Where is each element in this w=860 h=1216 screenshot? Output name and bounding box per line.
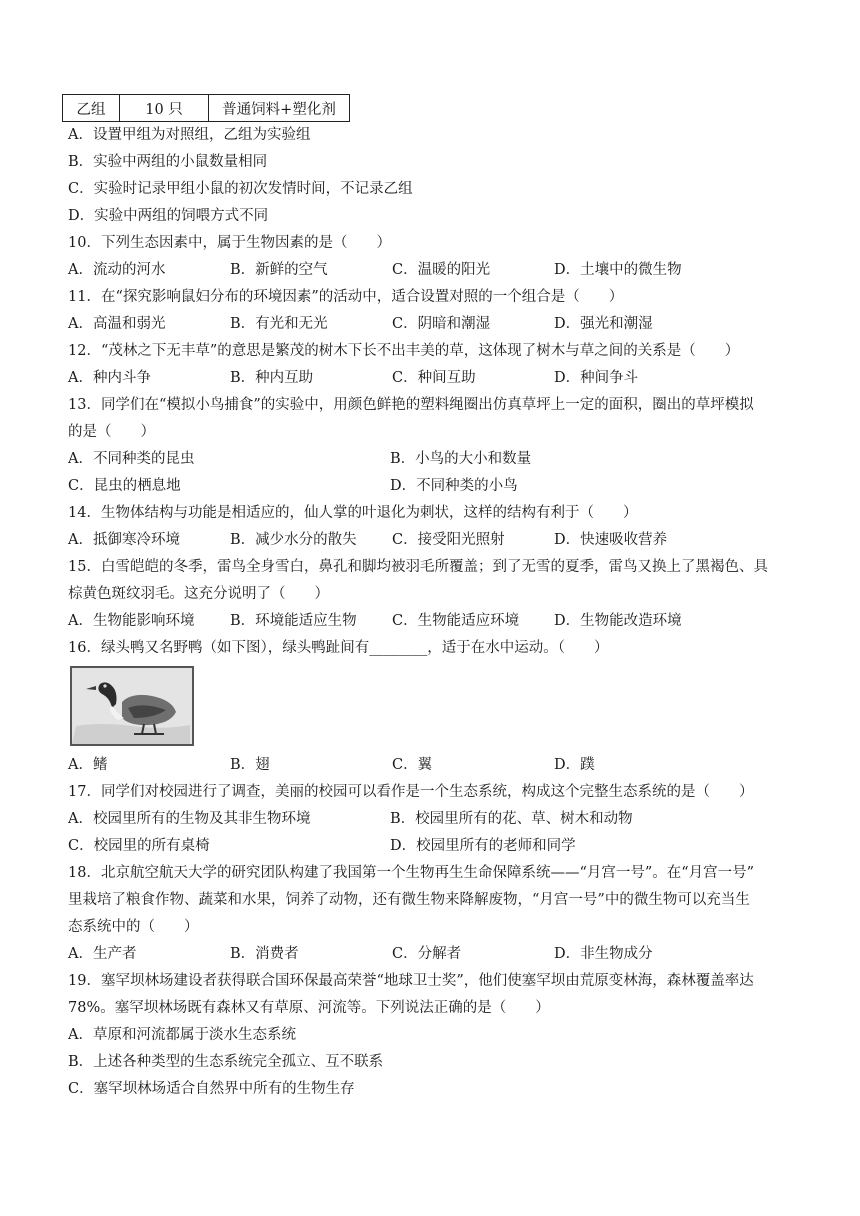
option-b: B．翅 (230, 757, 270, 773)
option-a: A．生物能影响环境 (68, 613, 195, 629)
option-d: D．强光和潮湿 (554, 316, 653, 332)
question-stem-line1: 19．塞罕坝林场建设者获得联合国环保最高荣誉“地球卫士奖”，他们使塞罕坝由荒原变林海，森林覆盖率达 (68, 973, 754, 989)
q9-option-d: D．实验中两组的饲喂方式不同 (68, 208, 269, 224)
option-c: C．校园里的所有桌椅 (68, 838, 210, 854)
option-d: D．不同种类的小鸟 (390, 478, 518, 494)
option-a: A．高温和弱光 (68, 316, 166, 332)
option-a: A．草原和河流都属于淡水生态系统 (68, 1027, 296, 1043)
question-stem-line2: 的是（ ） (68, 424, 155, 440)
worksheet-page (68, 94, 798, 1103)
option-b: B．新鲜的空气 (230, 262, 328, 278)
options-row (68, 473, 798, 500)
option-a: A．流动的河水 (68, 262, 166, 278)
question-stem: 16．绿头鸭又名野鸭（如下图），绿头鸭趾间有________，适于在水中运动。（ ） (68, 640, 609, 656)
option-b: B．种内互助 (230, 370, 314, 386)
question-stem: 10．下列生态因素中，属于生物因素的是（ ） (68, 235, 391, 251)
options-row (68, 365, 798, 392)
question-10 (68, 230, 798, 284)
experiment-table (62, 94, 350, 122)
question-13 (68, 392, 798, 500)
option-c: C．翼 (392, 757, 433, 773)
option-a: A．抵御寒冷环境 (68, 532, 180, 548)
option-c: C．分解者 (392, 946, 462, 962)
q9-options (68, 122, 798, 230)
option-a: A．种内斗争 (68, 370, 151, 386)
question-16 (68, 635, 798, 779)
option-d: D．生物能改造环境 (554, 613, 682, 629)
question-18 (68, 860, 798, 968)
option-c: C．阴暗和潮湿 (392, 316, 491, 332)
table-cell-count: 10 只 (120, 95, 209, 122)
option-d: D．非生物成分 (554, 946, 653, 962)
question-15 (68, 554, 798, 635)
options-row (68, 833, 798, 860)
options-row (68, 752, 798, 779)
option-d: D．校园里所有的老师和同学 (390, 838, 576, 854)
options-row (68, 806, 798, 833)
question-stem: 14．生物体结构与功能是相适应的，仙人掌的叶退化为刺状，这样的结构有利于（ ） (68, 505, 638, 521)
question-stem-line3: 态系统中的（ ） (68, 919, 199, 935)
options-row (68, 311, 798, 338)
question-stem: 12．“茂林之下无丰草”的意思是繁茂的树木下长不出丰美的草，这体现了树木与草之间的关系是（ ） (68, 343, 740, 359)
option-d: D．种间争斗 (554, 370, 639, 386)
option-a: A．不同种类的昆虫 (68, 451, 195, 467)
options-row (68, 527, 798, 554)
option-a: A．鳍 (68, 757, 108, 773)
option-a: A．生产者 (68, 946, 137, 962)
question-stem-line1: 15．白雪皑皑的冬季，雷鸟全身雪白，鼻孔和脚均被羽毛所覆盖；到了无雪的夏季，雷鸟又换上了黑褐色、具 (68, 559, 768, 575)
option-c: C．种间互助 (392, 370, 476, 386)
options-row (68, 941, 798, 968)
option-b: B．有光和无光 (230, 316, 328, 332)
option-d: D．快速吸收营养 (554, 532, 668, 548)
question-stem-line1: 18．北京航空航天大学的研究团队构建了我国第一个生物再生生命保障系统——“月宫一号”。在“月宫一号” (68, 865, 755, 881)
options-row (68, 446, 798, 473)
duck-drawing-icon (72, 668, 192, 744)
table-cell-group: 乙组 (63, 95, 120, 122)
options-row (68, 608, 798, 635)
option-d: D．蹼 (554, 757, 595, 773)
question-stem: 17．同学们对校园进行了调查，美丽的校园可以看作是一个生态系统，构成这个完整生态系统的是（ ） (68, 784, 754, 800)
question-17 (68, 779, 798, 860)
option-a: A．校园里所有的生物及其非生物环境 (68, 811, 311, 827)
option-c: C．生物能适应环境 (392, 613, 520, 629)
question-stem-line2: 78%。塞罕坝林场既有森林又有草原、河流等。下列说法正确的是（ ） (68, 1000, 550, 1016)
mallard-duck-image (70, 666, 194, 746)
option-b: B．环境能适应生物 (230, 613, 357, 629)
option-b: B．减少水分的散失 (230, 532, 357, 548)
option-b: B．校园里所有的花、草、树木和动物 (390, 811, 633, 827)
option-c: C．塞罕坝林场适合自然界中所有的生物生存 (68, 1081, 355, 1097)
option-d: D．土壤中的微生物 (554, 262, 682, 278)
question-stem-line1: 13．同学们在“模拟小鸟捕食”的实验中，用颜色鲜艳的塑料绳圈出仿真草坪上一定的面积，圈出的草坪模拟 (68, 397, 754, 413)
q9-option-c: C．实验时记录甲组小鼠的初次发情时间，不记录乙组 (68, 181, 413, 197)
q9-option-b: B．实验中两组的小鼠数量相同 (68, 154, 268, 170)
question-stem: 11．在“探究影响鼠妇分布的环境因素”的活动中，适合设置对照的一个组合是（ ） (68, 289, 624, 305)
question-12 (68, 338, 798, 392)
option-b: B．消费者 (230, 946, 299, 962)
option-c: C．接受阳光照射 (392, 532, 505, 548)
question-14 (68, 500, 798, 554)
question-stem-line2: 里栽培了粮食作物、蔬菜和水果，饲养了动物，还有微生物来降解废物，“月宫一号”中的微生物可以充当生 (68, 892, 750, 908)
option-c: C．温暖的阳光 (392, 262, 491, 278)
options-row (68, 257, 798, 284)
question-11 (68, 284, 798, 338)
option-b: B．小鸟的大小和数量 (390, 451, 532, 467)
question-stem-line2: 棕黄色斑纹羽毛。这充分说明了（ ） (68, 586, 329, 602)
question-19 (68, 968, 798, 1103)
table-cell-feed: 普通饲料+塑化剂 (209, 95, 350, 122)
q9-option-a: A．设置甲组为对照组，乙组为实验组 (68, 127, 311, 143)
table-row (63, 95, 350, 122)
option-c: C．昆虫的栖息地 (68, 478, 181, 494)
option-b: B．上述各种类型的生态系统完全孤立、互不联系 (68, 1054, 384, 1070)
